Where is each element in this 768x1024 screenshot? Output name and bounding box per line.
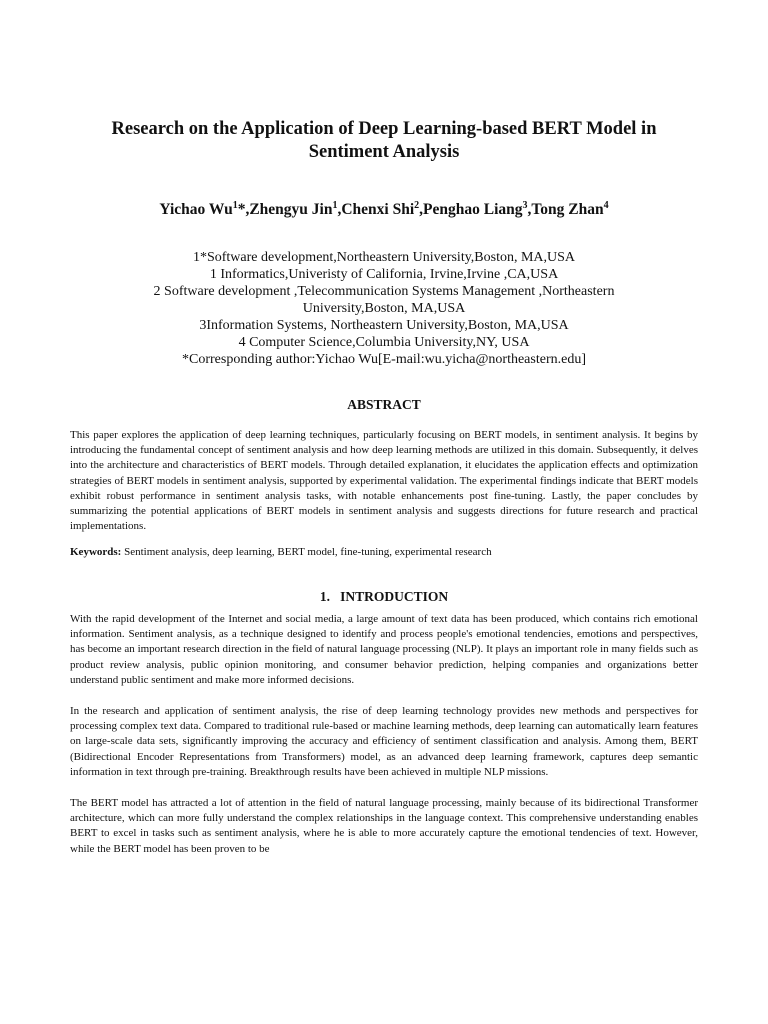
intro-paragraph: In the research and application of sentiment analysis, the rise of deep learning technology provides new methods and perspectives for processing complex text data. Compared to traditional rule-based or machine learning methods, deep learning can automatically learn features on large-scale data sets, significantly improving the accuracy and efficiency of sentiment classification and analysis. Among them, BERT (Bidirectional Encoder Representations from Transformers) model, as an advanced deep learning framework, captures deep semantic information in text through pre-training. Breakthrough results have been achieved in multiple NLP missions. (70, 705, 698, 778)
author-name: Chenxi Shi (341, 201, 415, 218)
author-name: Tong Zhan (531, 201, 604, 218)
author-separator: , (527, 201, 532, 218)
author-affiliation-mark: 2 (414, 199, 420, 211)
affiliation: 1*Software development,Northeastern University,Boston, MA,USA (192, 250, 576, 265)
title-line-1: Research on the Application of Deep Learning-based BERT Model in (111, 119, 657, 139)
section-heading-introduction: 1. INTRODUCTION (319, 589, 449, 604)
keywords-label: Keywords: (70, 546, 122, 558)
author-name: Zhengyu Jin (249, 201, 333, 218)
affiliation: 2 Software development ,Telecommunication Systems Management ,Northeastern University,Boston, MA,USA (153, 284, 615, 316)
affiliation-list (110, 249, 658, 368)
intro-paragraph: The BERT model has attracted a lot of attention in the field of natural language processing, mainly because of its bidirectional Transformer architecture, which can more fully understand the complex relationships in the language context. This comprehensive understanding enables BERT to excel in tasks such as sentiment analysis, where he is able to more accurately capture the emotional tendencies of text. However, while the BERT model has been proven to be (70, 797, 698, 855)
keywords (70, 545, 698, 560)
corresponding-author: *Corresponding author:Yichao Wu[E-mail:wu.yicha@northeastern.edu] (182, 352, 586, 367)
abstract-text: This paper explores the application of deep learning techniques, particularly focusing on BERT models, in sentiment analysis. It begins by introducing the fundamental concept of sentiment analysis and how deep learning methods are utilized in this domain. Subsequently, it delves into the architecture and characteristics of BERT models. Through detailed explanation, it elucidates the application effects and optimization strategies of BERT models in sentiment analysis, supported by experimental validation. The experimental findings indicate that BERT models exhibit robust performance in sentiment analysis tasks, with notable enhancements post fine-tuning. Lastly, the paper concludes by summarizing the potential applications of BERT models in sentiment analysis and suggests directions for future research and practical implementations. (70, 429, 698, 533)
paper-title (60, 118, 708, 164)
author-affiliation-mark: 4 (603, 199, 609, 211)
author-affiliation-mark: 1 (232, 199, 238, 211)
author-separator: , (419, 201, 424, 218)
title-line-2: Sentiment Analysis (308, 142, 460, 162)
affiliation: 3Information Systems, Northeastern University,Boston, MA,USA (199, 318, 569, 333)
author-separator: , (337, 201, 342, 218)
affiliation: 4 Computer Science,Columbia University,NY, USA (238, 335, 530, 350)
intro-paragraph: With the rapid development of the Internet and social media, a large amount of text data has been produced, which contains rich emotional information. Sentiment analysis, as a technique designed to identify and process people's emotional tendencies, emotions and perspectives, has become an important research direction in the field of natural language processing (NLP). It plays an important role in many fields such as product review analysis, public opinion monitoring, and consumer behavior prediction, helping companies and organizations better understand public sentiment and make more informed decisions. (70, 613, 698, 686)
author-name: Yichao Wu (159, 201, 233, 218)
abstract-heading: ABSTRACT (347, 397, 421, 412)
author-affiliation-mark: 3 (522, 199, 528, 211)
author-list (60, 199, 708, 221)
affiliation: 1 Informatics,Univeristy of California, Irvine,Irvine ,CA,USA (209, 267, 559, 282)
author-separator: *, (237, 201, 250, 218)
author-affiliation-mark: 1 (332, 199, 338, 211)
author-name: Penghao Liang (423, 201, 523, 218)
keywords-value: Sentiment analysis, deep learning, BERT model, fine-tuning, experimental research (124, 546, 492, 558)
